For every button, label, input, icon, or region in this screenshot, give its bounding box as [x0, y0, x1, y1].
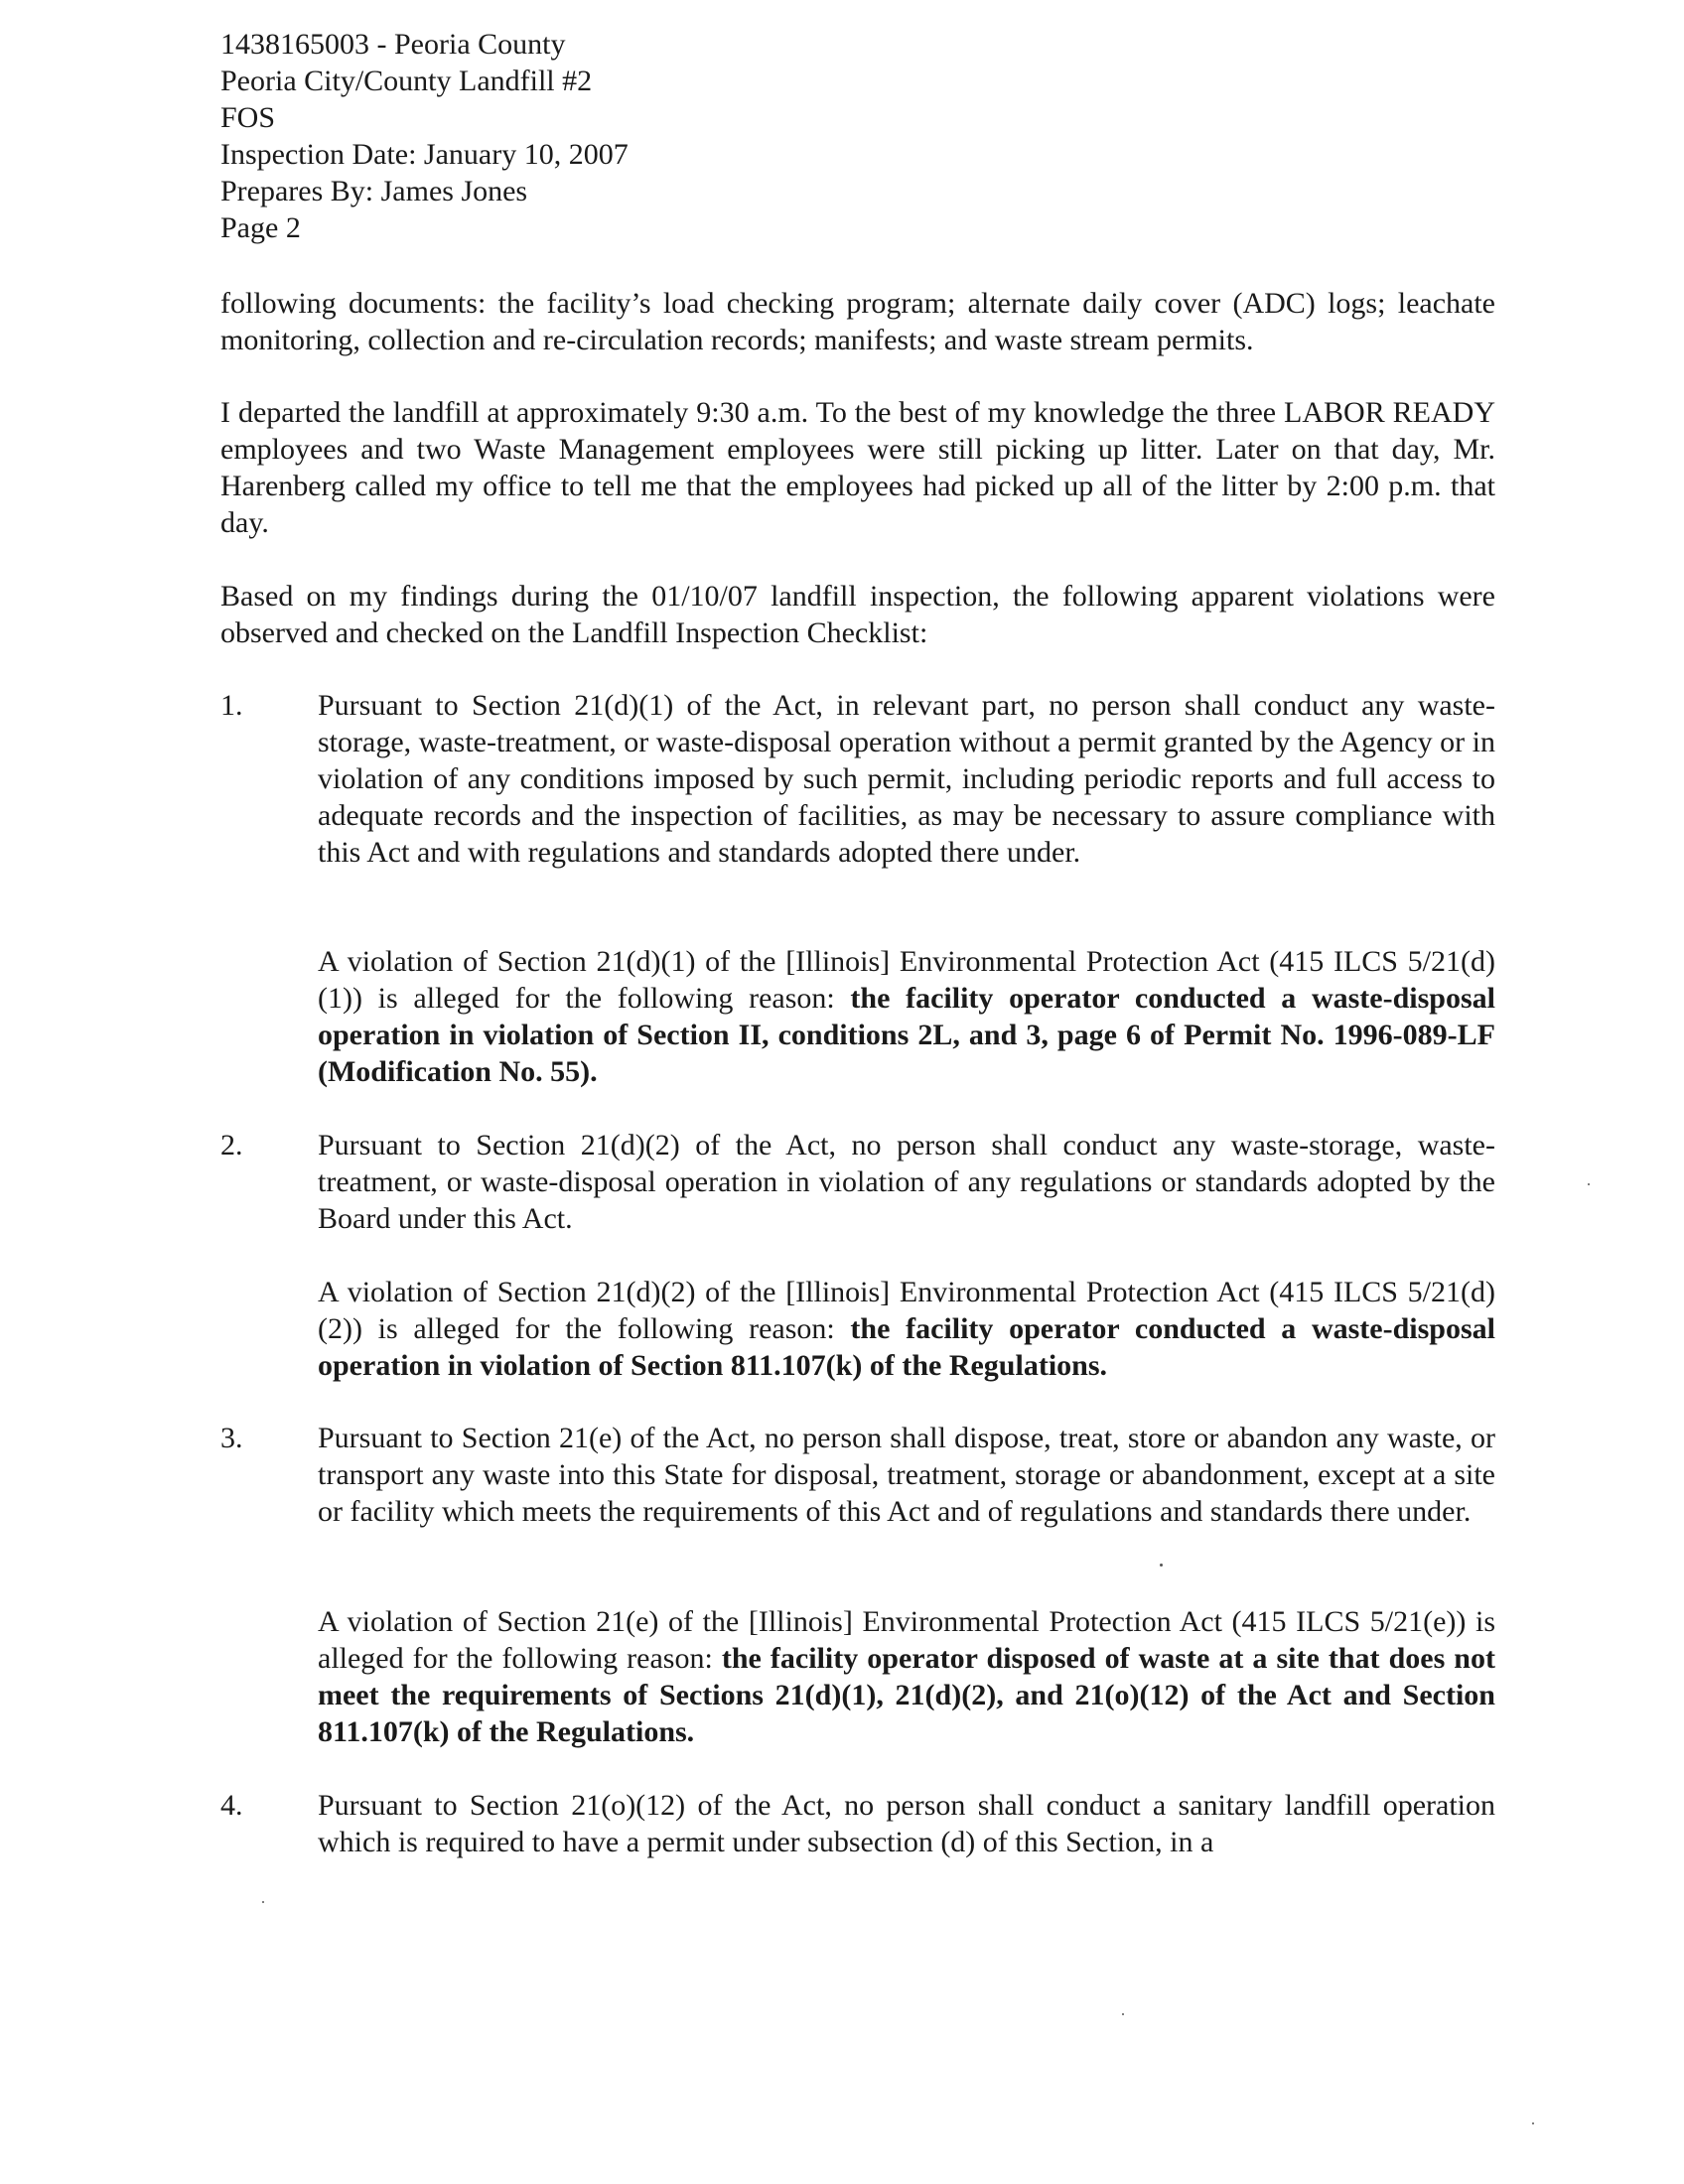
paragraph-documents-reviewed: following documents: the facility’s load checking program; alternate daily cover (ADC) logs; leachate monitoring, collection and re-circulation records; manifests; and waste stream permits. — [220, 287, 1495, 356]
item-statute-text: Pursuant to Section 21(d)(2) of the Act, no person shall conduct any waste-storage, waste-treatment, or waste-disposal operation in violation of any regulations or standards adopted by the Board under this Act. — [318, 1129, 1495, 1235]
paragraph-departure: I departed the landfill at approximately 9:30 a.m. To the best of my knowledge the three LABOR READY employees and two Waste Management employees were still picking up litter. Later on that day, Mr. Harenberg called my office to tell me that the employees had picked up all of the litter by 2:00 p.m. that day. — [220, 396, 1495, 539]
scan-speck — [1122, 2013, 1124, 2015]
paragraph-findings-intro: Based on my findings during the 01/10/07 landfill inspection, the following apparent violations were observed and checked on the Landfill Inspection Checklist: — [220, 580, 1495, 649]
header-inspection-date: Inspection Date: January 10, 2007 — [220, 138, 629, 171]
item-violation — [318, 1603, 1495, 1750]
violation-finding-text: the facility operator disposed of waste at a site that does not meet the requirements of Sections 21(d)(1), 21(d)(2), and 21(o)(12) of the Act and Section 811.107(k) of the Regulations. — [318, 1642, 1495, 1748]
violation-reason-text: A violation of Section 21(d)(1) of the [Illinois] Environmental Protection Act (415 ILCS 5/21(d)(1)) is alleged for the following reason: — [318, 945, 1495, 1015]
violation-reason-text: A violation of Section 21(e) of the [Illinois] Environmental Protection Act (415 ILCS 5/21(e)) is alleged for the following reason: — [318, 1605, 1495, 1675]
item-number: 2. — [220, 1129, 243, 1161]
scan-speck — [1160, 1564, 1163, 1567]
item-statute-text: Pursuant to Section 21(e) of the Act, no person shall dispose, treat, store or abandon any waste, or transport any waste into this State for disposal, treatment, storage or abandonment, except at a site or facility which meets the requirements of this Act and of regulations and standards there under. — [318, 1422, 1495, 1528]
violation-finding-text: the facility operator conducted a waste-disposal operation in violation of Section II, conditions 2L, and 3, page 6 of Permit No. 1996-089-LF (Modification No. 55). — [318, 982, 1495, 1088]
violation-finding-text: the facility operator conducted a waste-disposal operation in violation of Section 811.107(k) of the Regulations. — [318, 1312, 1495, 1382]
scan-speck — [262, 1901, 264, 1903]
header-facility-id: 1438165003 - Peoria County — [220, 28, 566, 61]
header-fos: FOS — [220, 101, 276, 134]
item-statute-text: Pursuant to Section 21(o)(12) of the Act, no person shall conduct a sanitary landfill operation which is required to have a permit under subsection (d) of this Section, in a — [318, 1789, 1495, 1858]
scan-speck — [1532, 2122, 1534, 2124]
item-violation — [318, 1274, 1495, 1384]
item-statute-text: Pursuant to Section 21(d)(1) of the Act, in relevant part, no person shall conduct any waste-storage, waste-treatment, or waste-disposal operation without a permit granted by the Agency or in violation of any conditions imposed by such permit, including periodic reports and full access to adequate records and the inspection of facilities, as may be necessary to assure compliance with this Act and with regulations and standards adopted there under. — [318, 689, 1495, 869]
scan-speck — [1588, 1183, 1590, 1185]
item-number: 3. — [220, 1422, 243, 1454]
violation-reason-text: A violation of Section 21(d)(2) of the [Illinois] Environmental Protection Act (415 ILCS 5/21(d)(2)) is alleged for the following reason: — [318, 1276, 1495, 1345]
document-header — [220, 26, 629, 246]
header-prepared-by: Prepares By: James Jones — [220, 175, 528, 207]
item-violation — [318, 943, 1495, 1090]
header-facility-name: Peoria City/County Landfill #2 — [220, 65, 593, 97]
header-page-number: Page 2 — [220, 211, 301, 244]
item-number: 1. — [220, 689, 243, 722]
item-number: 4. — [220, 1789, 243, 1822]
